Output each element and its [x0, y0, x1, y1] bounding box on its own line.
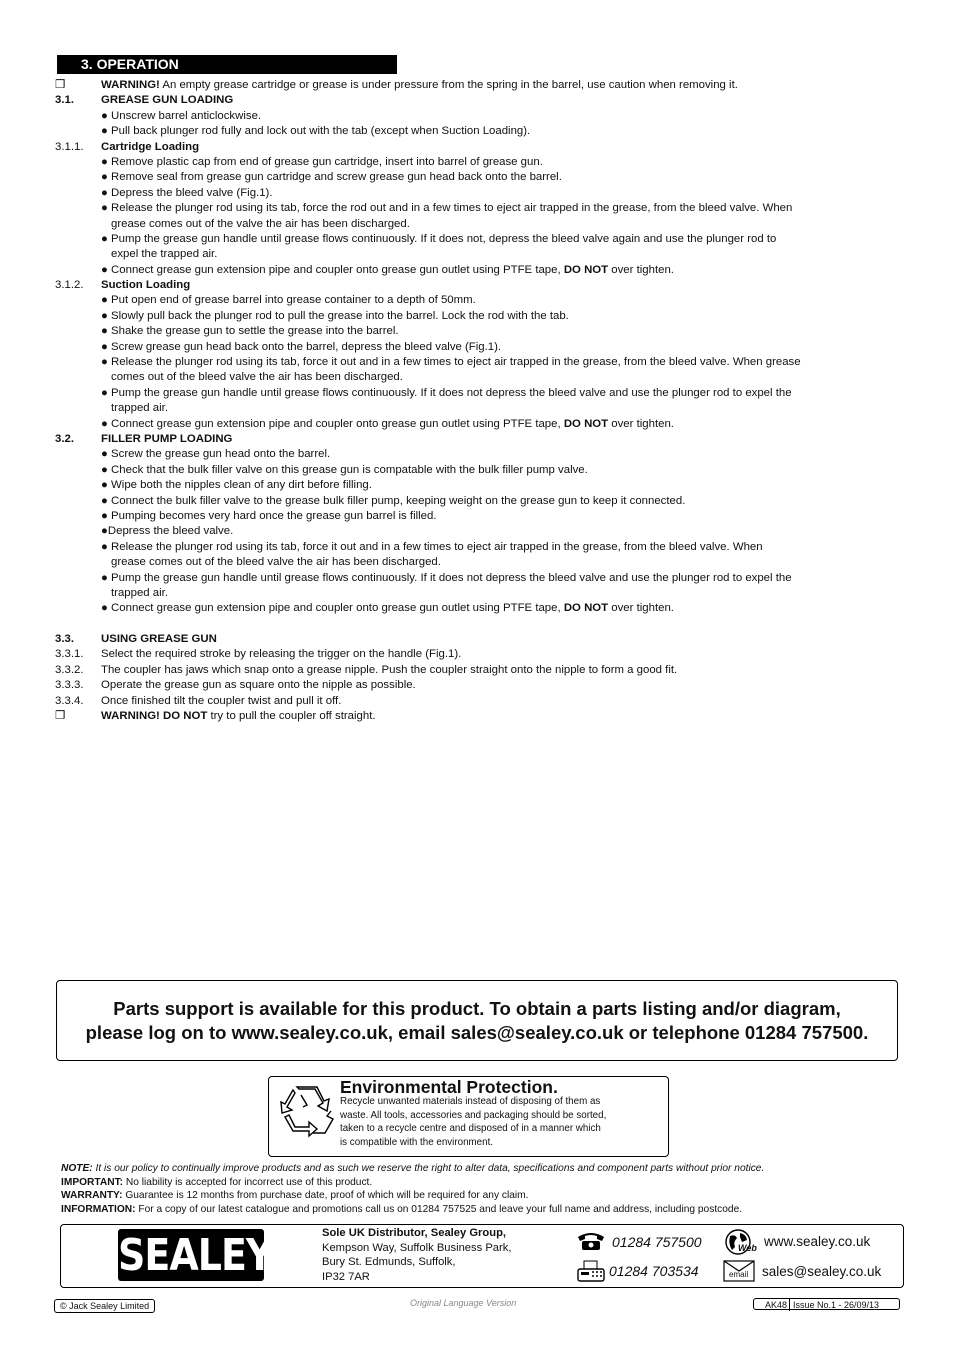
- website-link[interactable]: www.sealey.co.uk: [764, 1234, 871, 1249]
- environment-line-1: Recycle unwanted materials instead of disposing of them as: [340, 1096, 601, 1107]
- instruction-line: [0, 247, 954, 262]
- note-line: [61, 1162, 764, 1176]
- instruction-text: [101, 447, 330, 462]
- step-number: 3.3.2.: [55, 663, 84, 676]
- telephone-icon: [576, 1231, 606, 1251]
- address-line-2: Bury St. Edmunds, Suffolk,: [322, 1256, 456, 1268]
- web-icon-label: Web: [738, 1243, 757, 1253]
- instruction-text: [101, 278, 190, 293]
- instruction-text: [101, 140, 199, 155]
- instruction-line: [0, 447, 954, 462]
- distributor-address: [322, 1226, 511, 1284]
- body-text: ● Depress the bleed valve (Fig.1).: [101, 186, 273, 199]
- information-line: [61, 1203, 764, 1217]
- instruction-line: [0, 386, 954, 401]
- body-text: ● Release the plunger rod using its tab, force it out and in a few times to eject air trapped in the grease, from the bleed valve. When: [101, 540, 763, 553]
- instruction-text: [111, 217, 410, 232]
- instruction-line: [0, 109, 954, 124]
- instruction-line: [0, 140, 954, 155]
- instruction-line: [0, 524, 954, 539]
- body-text: ● Slowly pull back the plunger rod to pull the grease into the barrel. Lock the rod with the tab.: [101, 309, 569, 322]
- instruction-text: [101, 524, 233, 539]
- emphasis-text: Suction Loading: [101, 279, 191, 292]
- body-text: ● Pull back plunger rod fully and lock out with the tab (except when Suction Loading).: [101, 125, 531, 138]
- warranty-line: [61, 1189, 764, 1203]
- instruction-text: [101, 417, 674, 432]
- address-line-3: IP32 7AR: [322, 1270, 370, 1283]
- body-text: expel the trapped air.: [111, 248, 218, 261]
- parts-support-line-2: please log on to www.sealey.co.uk, email sales@sealey.co.uk or telephone 01284 757500.: [85, 1022, 869, 1043]
- instruction-text: [101, 109, 261, 124]
- body-text: ● Screw grease gun head back onto the barrel, depress the bleed valve (Fig.1).: [101, 340, 502, 353]
- body-text: ● Connect grease gun extension pipe and coupler onto grease gun outlet using PTFE tape,: [101, 602, 564, 615]
- instruction-line: [0, 709, 954, 724]
- operation-instructions: [0, 78, 954, 724]
- instruction-text: [101, 155, 543, 170]
- emphasis-text: USING GREASE GUN: [101, 633, 217, 646]
- warranty-text: Guarantee is 12 months from purchase date, proof of which will be required for any claim.: [122, 1190, 529, 1202]
- important-label: IMPORTANT:: [61, 1176, 124, 1188]
- instruction-text: [101, 601, 674, 616]
- emphasis-text: DO NOT: [563, 263, 609, 276]
- recycle-icon: [277, 1081, 337, 1141]
- instruction-line: [0, 663, 954, 678]
- emphasis-text: WARNING!: [101, 79, 160, 91]
- document-reference: [753, 1298, 900, 1310]
- instruction-line: [0, 417, 954, 432]
- instruction-text: [101, 478, 372, 493]
- body-text: Select the required stroke by releasing the trigger on the handle (Fig.1).: [101, 648, 462, 661]
- instruction-text: [101, 355, 801, 370]
- instruction-text: [101, 463, 588, 478]
- environment-line-2: waste. All tools, accessories and packaging should be sorted,: [340, 1109, 607, 1121]
- environment-title: Environmental Protection.: [340, 1077, 558, 1097]
- instruction-text: [101, 340, 501, 355]
- instruction-line: [0, 324, 954, 339]
- body-text: ● Remove seal from grease gun cartridge and screw grease gun head back onto the barrel.: [101, 171, 562, 184]
- instruction-text: [101, 540, 763, 555]
- step-number: 3.1.2.: [55, 279, 84, 292]
- instruction-text: [101, 186, 273, 201]
- body-text: Once finished tilt the coupler twist and pull it off.: [101, 694, 342, 707]
- note-label: NOTE:: [61, 1163, 93, 1174]
- instruction-line: [0, 93, 954, 108]
- language-version: Original Language Version: [410, 1298, 517, 1308]
- body-text: ● Check that the bulk filler valve on this grease gun is compatable with the bulk filler pump valve.: [101, 463, 588, 476]
- environment-line-3: taken to a recycle centre and disposed of in a manner which: [340, 1123, 601, 1134]
- instruction-line: [0, 309, 954, 324]
- fax-number[interactable]: 01284 703534: [609, 1263, 699, 1279]
- instruction-text: [101, 93, 233, 108]
- note-text: It is our policy to continually improve products and as such we reserve the right to alter data, specifications and component parts without prior notice.: [92, 1163, 765, 1174]
- body-text: ● Connect grease gun extension pipe and coupler onto grease gun outlet using PTFE tape,: [101, 417, 564, 430]
- instruction-line: [0, 278, 954, 293]
- body-text: ● Connect the bulk filler valve to the grease bulk filler pump, keeping weight on the grease gun to keep it connected.: [101, 494, 686, 507]
- instruction-line: [0, 463, 954, 478]
- important-text: No liability is accepted for incorrect use of this product.: [123, 1176, 373, 1188]
- instruction-text: [101, 232, 776, 247]
- instruction-text: [101, 170, 562, 185]
- instruction-line: [0, 586, 954, 601]
- instruction-text: [101, 78, 738, 93]
- fax-icon: [576, 1260, 606, 1282]
- instruction-line: [0, 124, 954, 139]
- body-text: try to pull the coupler off straight.: [207, 710, 376, 723]
- body-text: trapped air.: [111, 586, 168, 599]
- reference-divider: [789, 1298, 790, 1311]
- model-number: AK48: [765, 1300, 788, 1310]
- instruction-line: [0, 186, 954, 201]
- body-text: ● Release the plunger rod using its tab, force it out and in a few times to eject air trapped in the grease, from the bleed valve. When grease: [101, 356, 801, 369]
- instruction-line: [0, 401, 954, 416]
- instruction-line: [0, 601, 954, 616]
- emphasis-text: WARNING! DO NOT: [101, 710, 208, 723]
- instruction-text: [111, 586, 168, 601]
- instruction-line: [0, 632, 954, 647]
- step-number: 3.1.1.: [55, 140, 84, 153]
- step-number: 3.3.4.: [55, 694, 84, 707]
- instruction-text: [101, 678, 416, 693]
- instruction-text: [101, 571, 792, 586]
- instruction-text: [101, 709, 376, 724]
- parts-support-box: [56, 980, 898, 1061]
- instruction-text: [101, 694, 341, 709]
- instruction-line: [0, 540, 954, 555]
- body-text: over tighten.: [608, 602, 674, 615]
- instruction-text: [101, 632, 217, 647]
- emphasis-text: DO NOT: [563, 602, 609, 615]
- body-text: ● Screw the grease gun head onto the barrel.: [101, 448, 331, 461]
- instruction-text: [101, 124, 530, 139]
- body-text: ● Release the plunger rod using its tab, force the rod out and in a few times to eject air trapped in the grease, from the bleed valve. When: [101, 202, 793, 215]
- instruction-line: [0, 201, 954, 216]
- copyright-badge: © Jack Sealey Limited: [54, 1299, 155, 1313]
- body-text: ● Remove plastic cap from end of grease gun cartridge, insert into barrel of grease gun.: [101, 155, 543, 168]
- instruction-line: [0, 678, 954, 693]
- instruction-text: [101, 263, 674, 278]
- instruction-line: [0, 263, 954, 278]
- instruction-text: [101, 647, 461, 662]
- instruction-line: [0, 617, 954, 632]
- instruction-text: [101, 663, 677, 678]
- body-text: grease comes out of the bleed valve the air has been discharged.: [111, 556, 441, 569]
- step-number: 3.3.: [55, 633, 74, 646]
- body-text: The coupler has jaws which snap onto a grease nipple. Push the coupler straight onto the nipple to form a good fit.: [101, 663, 678, 676]
- body-text: ● Pump the grease gun handle until grease flows continuously. If it does not depress the bleed valve and use the plunger rod to expel the: [101, 386, 792, 399]
- step-number: 3.1.: [55, 94, 74, 107]
- environment-line-4: is compatible with the environment.: [340, 1136, 494, 1148]
- body-text: over tighten.: [608, 263, 674, 276]
- instruction-text: [101, 509, 437, 524]
- instruction-text: [111, 247, 217, 262]
- instruction-line: [0, 170, 954, 185]
- body-text: ● Pumping becomes very hard once the grease gun barrel is filled.: [101, 509, 437, 522]
- important-line: [61, 1176, 764, 1190]
- instruction-line: [0, 370, 954, 385]
- instruction-text: [111, 401, 168, 416]
- environmental-protection-box: [268, 1076, 669, 1157]
- instruction-text: [101, 494, 685, 509]
- email-link[interactable]: sales@sealey.co.uk: [762, 1264, 882, 1279]
- phone-number[interactable]: 01284 757500: [612, 1234, 702, 1250]
- emphasis-text: GREASE GUN LOADING: [101, 94, 234, 107]
- instruction-line: [0, 217, 954, 232]
- instruction-text: [101, 201, 792, 216]
- emphasis-text: FILLER PUMP LOADING: [101, 432, 233, 445]
- instruction-text: [111, 370, 403, 385]
- info-label: INFORMATION:: [61, 1203, 136, 1215]
- warning-checkbox-icon: ❒: [55, 79, 66, 91]
- body-text: Operate the grease gun as square onto the nipple as possible.: [101, 679, 416, 692]
- body-text: grease comes out of the valve the air has been discharged.: [111, 217, 410, 230]
- instruction-line: [0, 647, 954, 662]
- emphasis-text: Cartridge Loading: [101, 140, 200, 153]
- instruction-text: [101, 309, 569, 324]
- section-header: 3. OPERATION: [57, 55, 397, 74]
- body-text: ●Depress the bleed valve.: [101, 525, 234, 538]
- instruction-line: [0, 293, 954, 308]
- instruction-line: [0, 155, 954, 170]
- instruction-text: [101, 293, 476, 308]
- body-text: ● Put open end of grease barrel into grease container to a depth of 50mm.: [101, 294, 476, 307]
- email-icon-label: email: [729, 1270, 749, 1279]
- instruction-line: [0, 478, 954, 493]
- instruction-text: [101, 324, 399, 339]
- instruction-line: [0, 571, 954, 586]
- logo-text: SEALEY: [118, 1229, 273, 1281]
- contact-footer: [60, 1224, 904, 1288]
- warranty-label: WARRANTY:: [61, 1190, 123, 1202]
- body-text: ● Connect grease gun extension pipe and coupler onto grease gun outlet using PTFE tape,: [101, 263, 564, 276]
- body-text: ● Wipe both the nipples clean of any dirt before filling.: [101, 479, 372, 492]
- body-text: comes out of the bleed valve the air has been discharged.: [111, 371, 403, 384]
- legal-notes: [61, 1162, 764, 1216]
- warning-checkbox-icon: ❒: [55, 710, 66, 723]
- issue-info: Issue No.1 - 26/09/13: [793, 1300, 880, 1310]
- instruction-line: [0, 509, 954, 524]
- sealey-logo: [118, 1229, 273, 1281]
- step-number: 3.2.: [55, 432, 74, 445]
- info-text: For a copy of our latest catalogue and promotions call us on 01284 757525 and leave your full name and address, including postcode.: [135, 1203, 743, 1215]
- body-text: ● Pump the grease gun handle until grease flows continuously. If it does not, depress the bleed valve again and use the plunger rod to: [101, 232, 777, 245]
- instruction-line: [0, 78, 954, 93]
- body-text: ● Unscrew barrel anticlockwise.: [101, 109, 262, 122]
- parts-support-line-1: Parts support is available for this product. To obtain a parts listing and/or diagram,: [113, 998, 841, 1019]
- instruction-line: [0, 432, 954, 447]
- instruction-line: [0, 555, 954, 570]
- instruction-text: [111, 555, 441, 570]
- instruction-text: [101, 386, 792, 401]
- instruction-line: [0, 355, 954, 370]
- body-text: over tighten.: [608, 417, 674, 430]
- body-text: ● Pump the grease gun handle until grease flows continuously. If it does not depress the bleed valve and use the plunger rod to expel the: [101, 571, 792, 584]
- instruction-line: [0, 340, 954, 355]
- step-number: 3.3.1.: [55, 648, 84, 661]
- step-number: 3.3.3.: [55, 679, 84, 692]
- environment-text: [340, 1095, 660, 1149]
- instruction-line: [0, 494, 954, 509]
- body-text: ● Shake the grease gun to settle the grease into the barrel.: [101, 325, 399, 338]
- address-line-1: Kempson Way, Suffolk Business Park,: [322, 1241, 512, 1254]
- instruction-line: [0, 694, 954, 709]
- body-text: trapped air.: [111, 402, 168, 415]
- instruction-line: [0, 232, 954, 247]
- emphasis-text: DO NOT: [563, 417, 609, 430]
- body-text: An empty grease cartridge or grease is under pressure from the spring in the barrel, use caution when removing it.: [159, 79, 738, 91]
- distributor-title: Sole UK Distributor, Sealey Group,: [322, 1227, 507, 1239]
- instruction-text: [101, 432, 232, 447]
